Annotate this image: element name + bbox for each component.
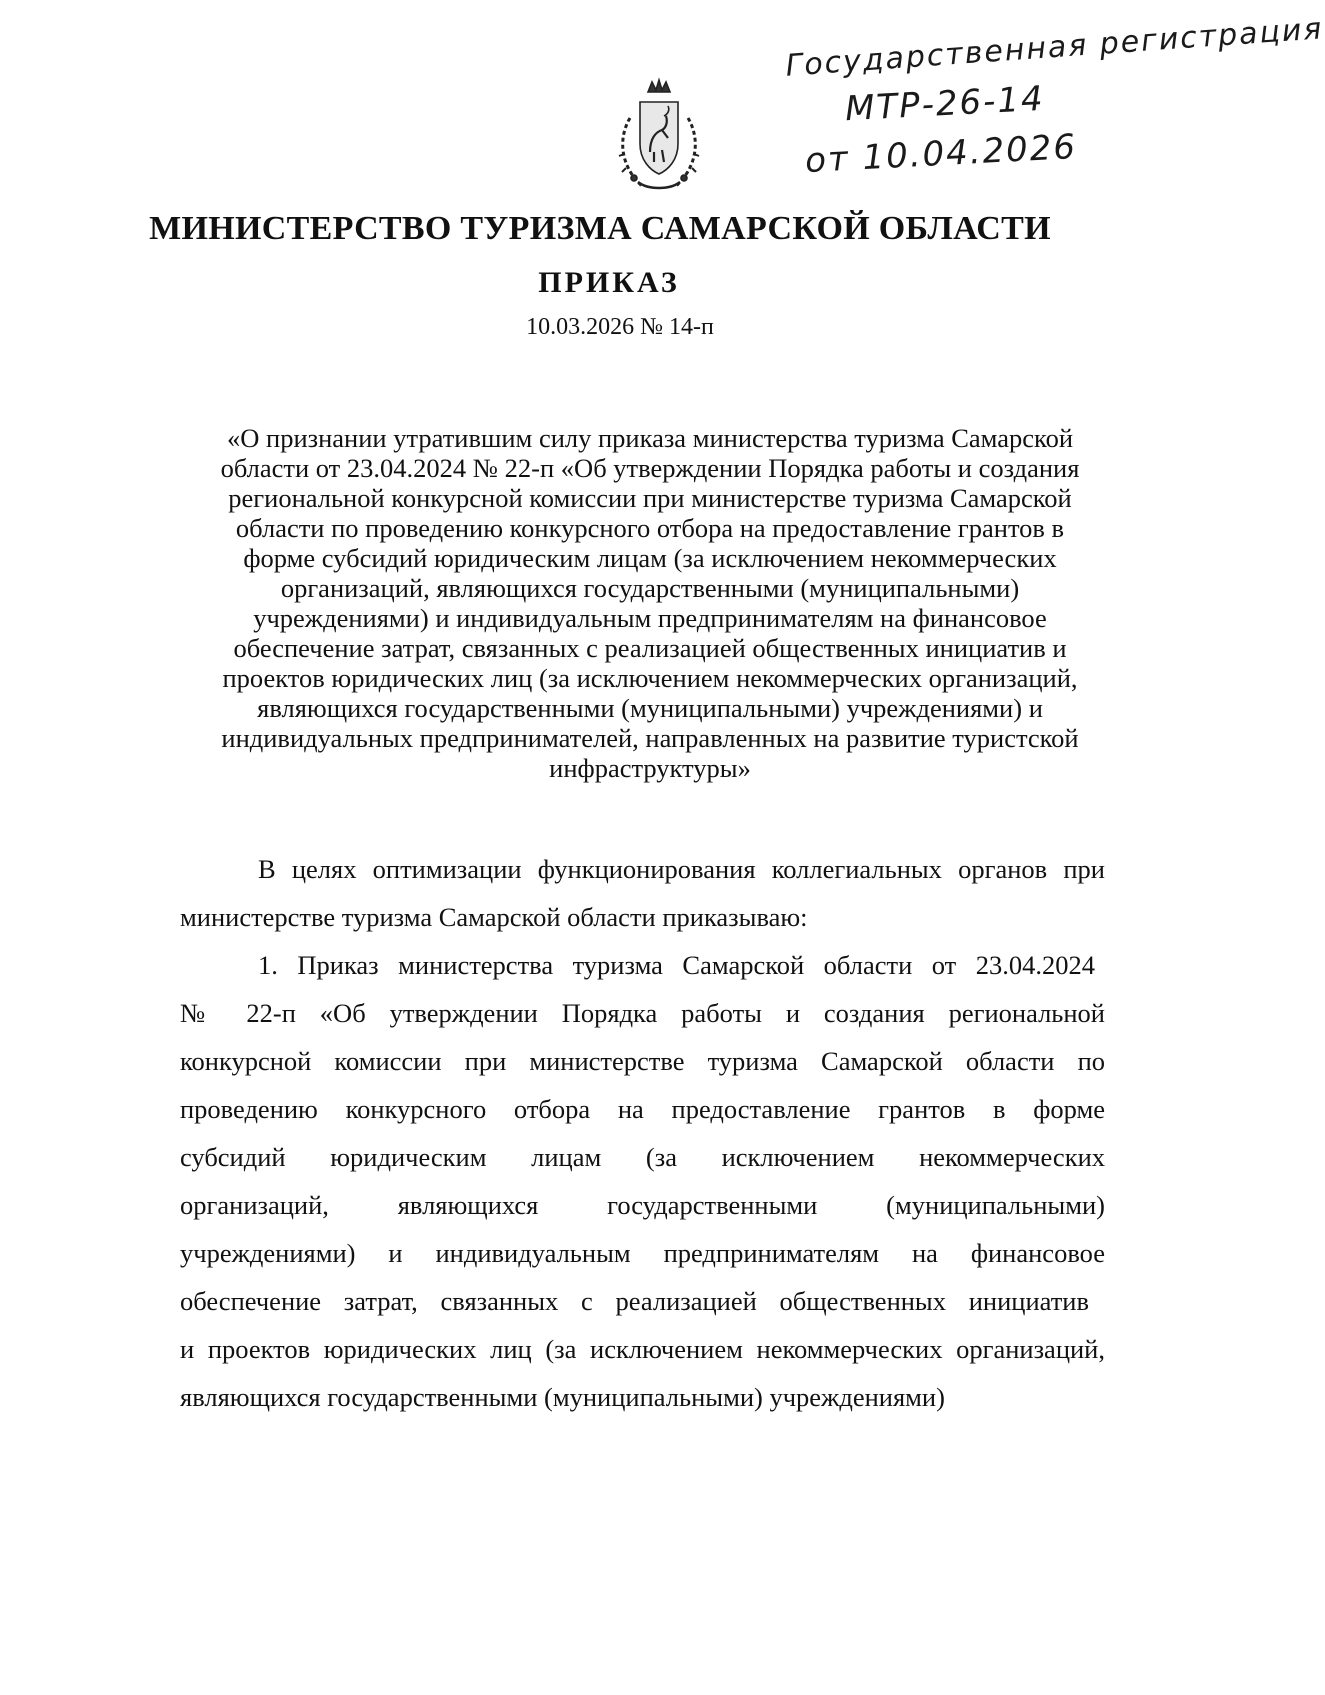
title-line: проектов юридических лиц (за исключением некоммерческих организаций, [222, 663, 1078, 693]
handwritten-line-3: от 10.04.2026 [804, 126, 1078, 182]
body-line: проведению конкурсного отбора на предоставление грантов в форме [180, 1094, 1105, 1124]
title-line: области по проведению конкурсного отбора на предоставление грантов в [235, 513, 1065, 543]
body-line: субсидий юридическим лицам (за исключением некоммерческих [180, 1142, 1105, 1172]
title-line: обеспечение затрат, связанных с реализацией общественных инициатив и [233, 633, 1067, 663]
document-body [180, 845, 1105, 1421]
handwritten-registration-note [775, 11, 1325, 182]
body-line: № 22-п «Об утверждении Порядка работы и создания региональной [180, 998, 1105, 1028]
document-type: ПРИКАЗ [538, 266, 680, 299]
body-line: организаций, являющихся государственными (муниципальными) [180, 1190, 1105, 1220]
preamble-paragraph [180, 845, 1105, 941]
document-date-number: 10.03.2026 № 14-п [526, 314, 714, 340]
item-1-paragraph [180, 941, 1105, 1421]
body-line: обеспечение затрат, связанных с реализацией общественных инициатив [180, 1286, 1089, 1316]
title-line: учреждениями) и индивидуальным предпринимателям на финансовое [253, 603, 1047, 633]
body-line: являющихся государственными (муниципальными) учреждениями) [180, 1382, 945, 1412]
body-line: учреждениями) и индивидуальным предпринимателям на финансовое [180, 1238, 1105, 1268]
body-line: и проектов юридических лиц (за исключением некоммерческих организаций, [180, 1334, 1105, 1364]
handwritten-line-1: Государственная регистрация [784, 11, 1325, 84]
title-line: области от 23.04.2024 № 22-п «Об утверждении Порядка работы и создания [220, 453, 1080, 483]
document-title [190, 423, 1110, 783]
title-line: «О признании утратившим силу приказа министерства туризма Самарской [227, 423, 1073, 453]
title-line: являющихся государственными (муниципальными) учреждениями) и [257, 693, 1043, 723]
title-line: индивидуальных предпринимателей, направленных на развитие туристской [221, 723, 1079, 753]
body-line: В целях оптимизации функционирования коллегиальных органов при [258, 854, 1105, 884]
coat-of-arms-icon [604, 78, 714, 198]
body-line: министерстве туризма Самарской области приказываю: [180, 902, 808, 932]
title-line: региональной конкурсной комиссии при министерстве туризма Самарской [228, 483, 1072, 513]
body-line: конкурсной комиссии при министерстве туризма Самарской области по [180, 1046, 1105, 1076]
title-line: организаций, являющихся государственными (муниципальными) [280, 573, 1020, 603]
body-line: 1. Приказ министерства туризма Самарской области от 23.04.2024 [258, 950, 1095, 980]
title-line: форме субсидий юридическим лицам (за исключением некоммерческих [243, 543, 1057, 573]
ministry-name: МИНИСТЕРСТВО ТУРИЗМА САМАРСКОЙ ОБЛАСТИ [149, 210, 1051, 247]
title-line: инфраструктуры» [549, 753, 751, 783]
handwritten-line-2: МТР-26-14 [844, 78, 1046, 130]
